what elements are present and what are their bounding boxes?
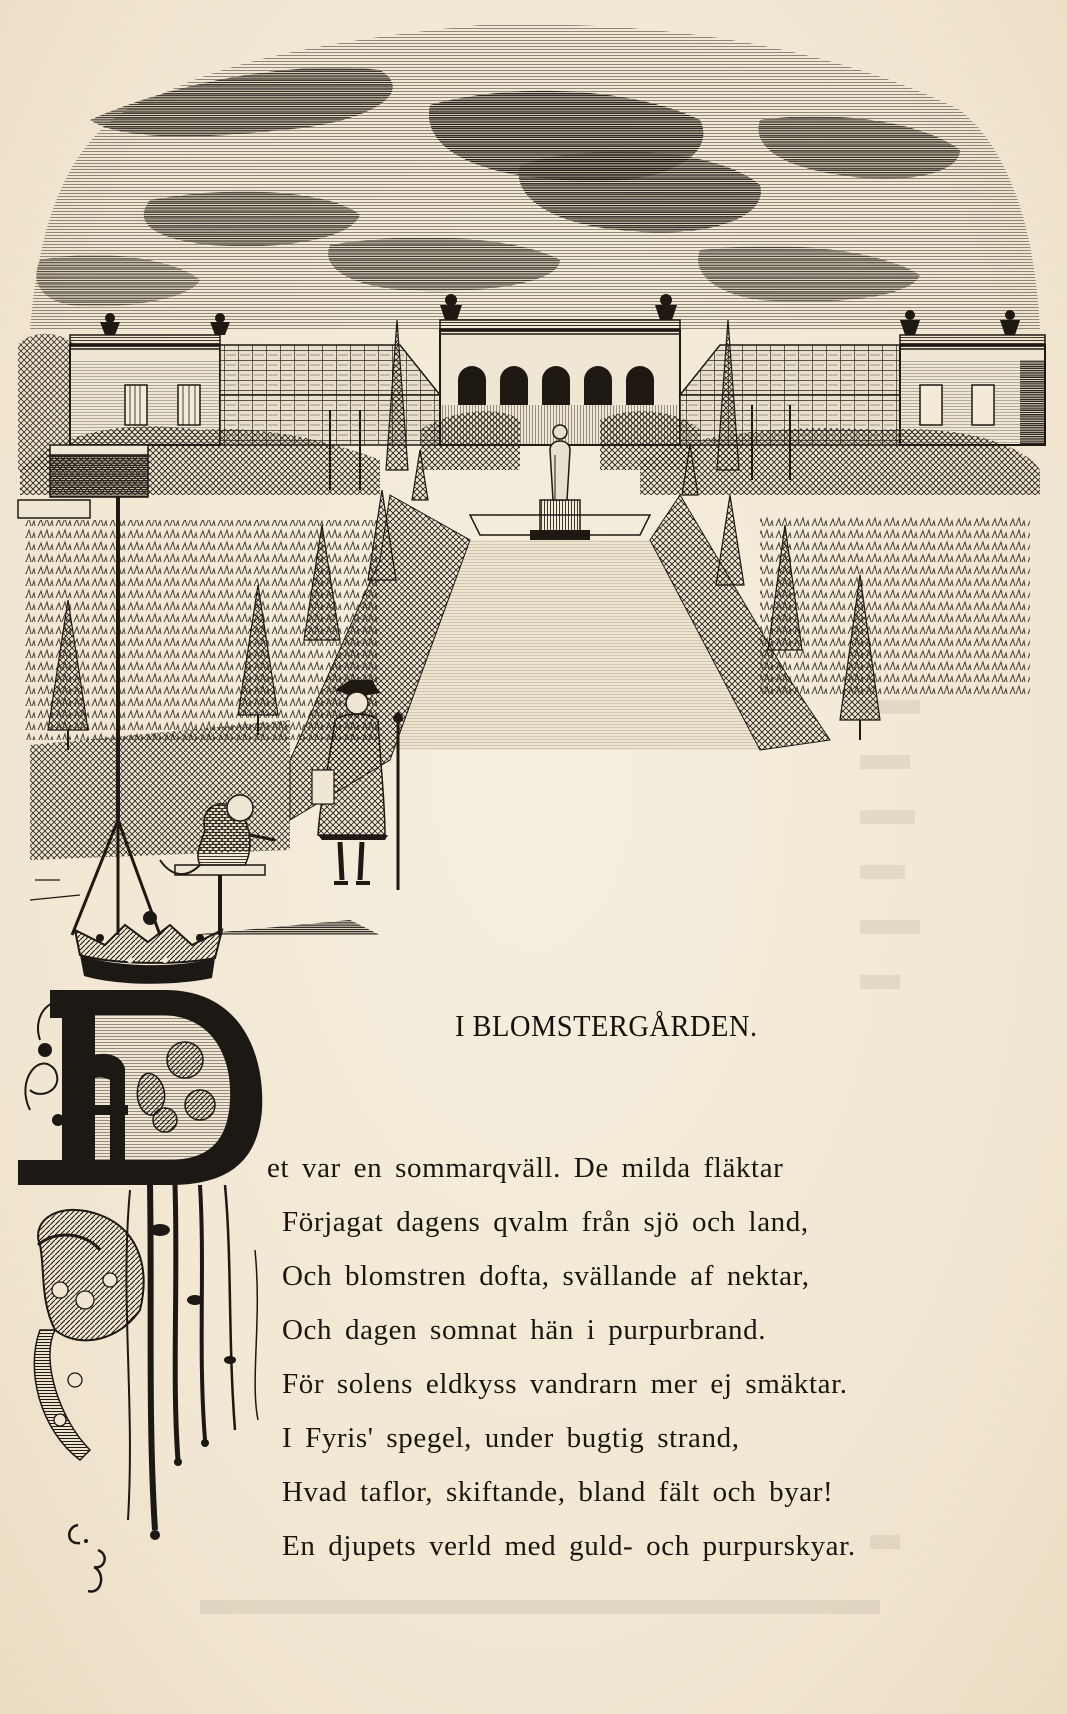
poem-line: En djupets verld med guld- och purpurskyar.: [282, 1530, 856, 1562]
poem-line: Hvad taflor, skiftande, bland fält och byar!: [282, 1476, 834, 1508]
crown-icon: [75, 911, 222, 984]
poem-line: I Fyris' spegel, under bugtig strand,: [282, 1422, 740, 1454]
poem-line: Förjagat dagens qvalm från sjö och land,: [282, 1206, 809, 1238]
decorated-initial-d: [0, 0, 280, 1714]
poem-line: Och dagen somnat hän i purpurbrand.: [282, 1314, 767, 1346]
poem-line: Och blomstren dofta, svällande af nektar,: [282, 1260, 810, 1292]
poem-line: et var en sommarqväll. De milda fläktar: [267, 1152, 784, 1184]
engraver-monogram: [58, 1505, 118, 1605]
poem-line: För solens eldkyss vandrarn mer ej smäktar.: [282, 1368, 848, 1400]
poem-title: I BLOMSTERGÅRDEN.: [455, 1008, 758, 1043]
